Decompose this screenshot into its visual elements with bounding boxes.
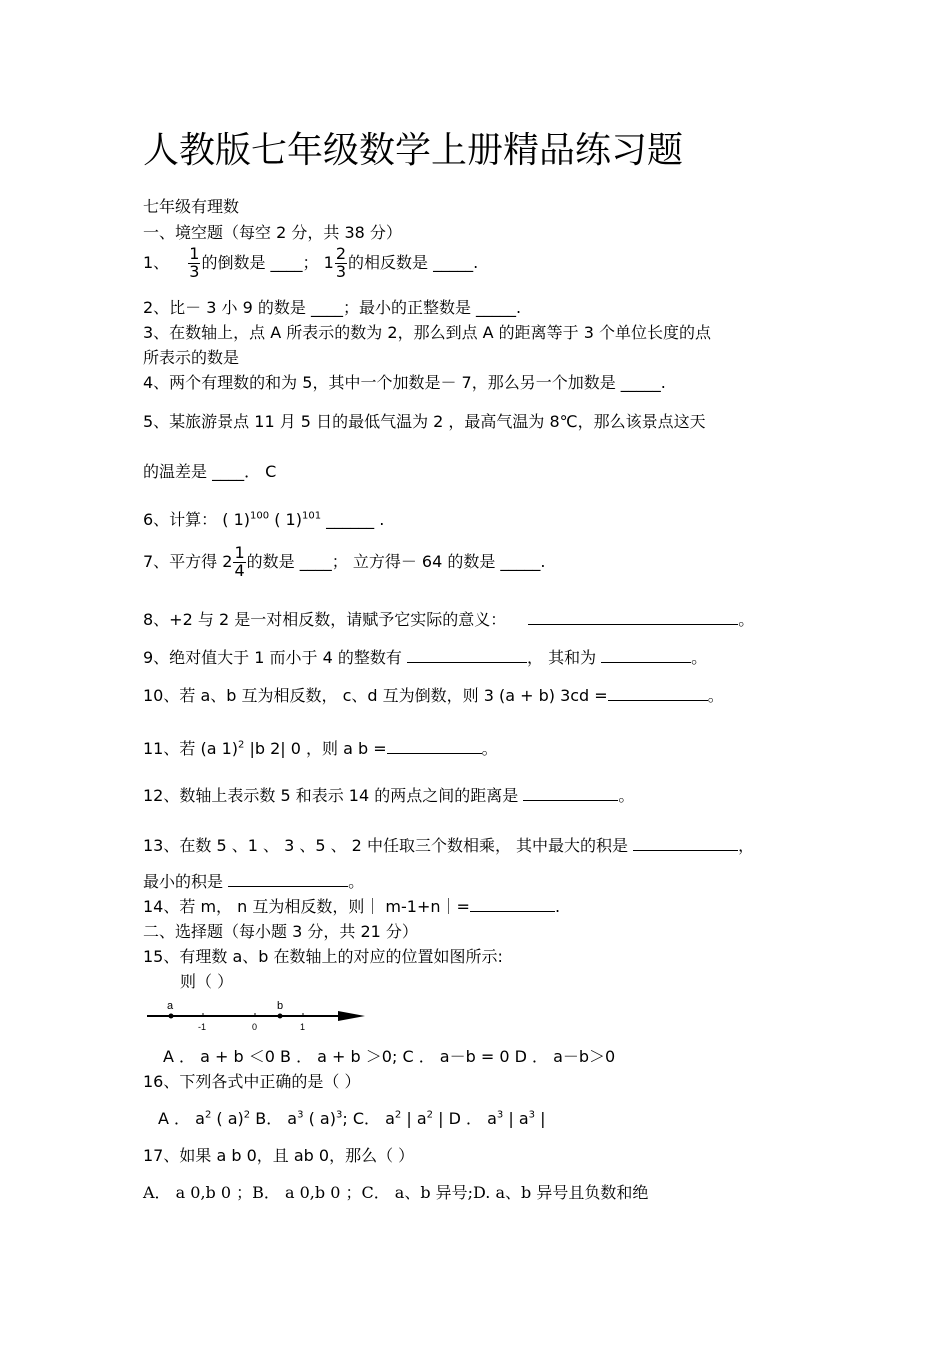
fraction: $\frac{1}{3}$ [189,244,200,281]
answer-blank[interactable] [608,700,708,701]
question-3-line-1: 3、在数轴上，点 A 所表示的数为 2，那么到点 A 的距离等于 3 个单位长度的点 [143,323,712,342]
number-line-figure [143,995,373,1035]
section-choice-heading: 二、选择题（每小题 3 分，共 21 分） [143,922,418,941]
number-line-arrow [338,1011,365,1021]
answer-blank[interactable] [387,753,482,754]
answer-blank[interactable] [528,624,738,625]
answer-blank[interactable] [523,800,618,801]
question-16: 16、下列各式中正确的是（ ） [143,1072,361,1091]
question-6: 6、计算： ( 1)$^{100}$ ( 1)$^{101}$ ______ . [143,510,385,529]
label-a: a [167,1000,174,1012]
question-4: 4、两个有理数的和为 5，其中一个加数是－ 7，那么另一个加数是 _____. [143,373,666,392]
question-15-options: A ． a + b ＜0 B ． a + b ＞0; C ． a－b = 0 D ． a－b＞0 [163,1047,616,1066]
question-17: 17、如果 a b 0，且 ab 0，那么（ ） [143,1146,415,1165]
question-14: 14、若 m， n 互为相反数，则｜ m-1+n｜= . [143,897,561,916]
question-17-options: A． a 0,b 0 ；B． a 0,b 0 ；C． a、b 异号;D. a、b 异号且负数和绝 [143,1183,649,1202]
question-13-line-2: 最小的积是 。 [143,872,365,891]
answer-blank[interactable] [633,850,738,851]
question-5-line-2: 的温差是 ____． C [143,462,277,481]
subtitle: 七年级有理数 [143,197,240,216]
tick-label: 1 [300,1022,306,1032]
question-2: 2、比－ 3 小 9 的数是 ____；最小的正整数是 _____. [143,298,522,317]
point-a [169,1014,174,1019]
question-10: 10、若 a、b 互为相反数， c、d 互为倒数，则 3 (a + b) 3cd = 。 [143,686,724,705]
label-b: b [277,1000,284,1012]
fraction: $\frac{2}{3}$ [335,244,347,281]
page-title: 人教版七年级数学上册精品练习题 [143,130,684,171]
question-12: 12、数轴上表示数 5 和表示 14 的两点之间的距离是 。 [143,786,635,805]
question-13-line-1: 13、在数 5 、1 、 3 、5 、 2 中任取三个数相乘， 其中最大的积是 ， [143,836,755,855]
question-3-line-2: 所表示的数是 [143,348,240,367]
question-11: 11、若 (a 1)$^2$ |b 2| 0 ，则 a b = 。 [143,739,498,758]
answer-blank[interactable] [407,662,527,663]
question-9: 9、绝对值大于 1 而小于 4 的整数有 ， 其和为 。 [143,648,708,667]
question-1: 1、 $\frac{1}{3}$ 的倒数是 ____； 1 $\frac{2}{3}$ 的相反数是 _____. [143,244,479,281]
question-15: 15、有理数 a、b 在数轴上的对应的位置如图所示: [143,947,503,966]
question-16-options: A ． $a^2$ ( a)$^2$ B． $a^3$ ( a)$^3$; C． $a^2$ | $a^2$ | D ． $a^3$ | $a^3$ | [158,1109,546,1128]
question-5-line-1: 5、某旅游景点 11 月 5 日的最低气温为 2 ，最高气温为 8℃，那么该景点这天 [143,412,706,431]
section-fill-blank-heading: 一、境空题（每空 2 分，共 38 分） [143,223,402,242]
tick-label: 0 [252,1022,258,1032]
question-15-prompt: 则（ ） [180,972,234,991]
question-8: 8、+2 与 2 是一对相反数，请赋予它实际的意义： 。 [143,610,755,629]
answer-blank[interactable] [601,662,691,663]
question-7: 7、平方得 2 $\frac{1}{4}$ 的数是 ____； 立方得－ 64 的数是 _____. [143,543,546,580]
fraction: $\frac{1}{4}$ [234,543,245,580]
tick-label: -1 [198,1022,207,1032]
point-b [278,1014,283,1019]
answer-blank[interactable] [470,911,555,912]
answer-blank[interactable] [228,886,348,887]
